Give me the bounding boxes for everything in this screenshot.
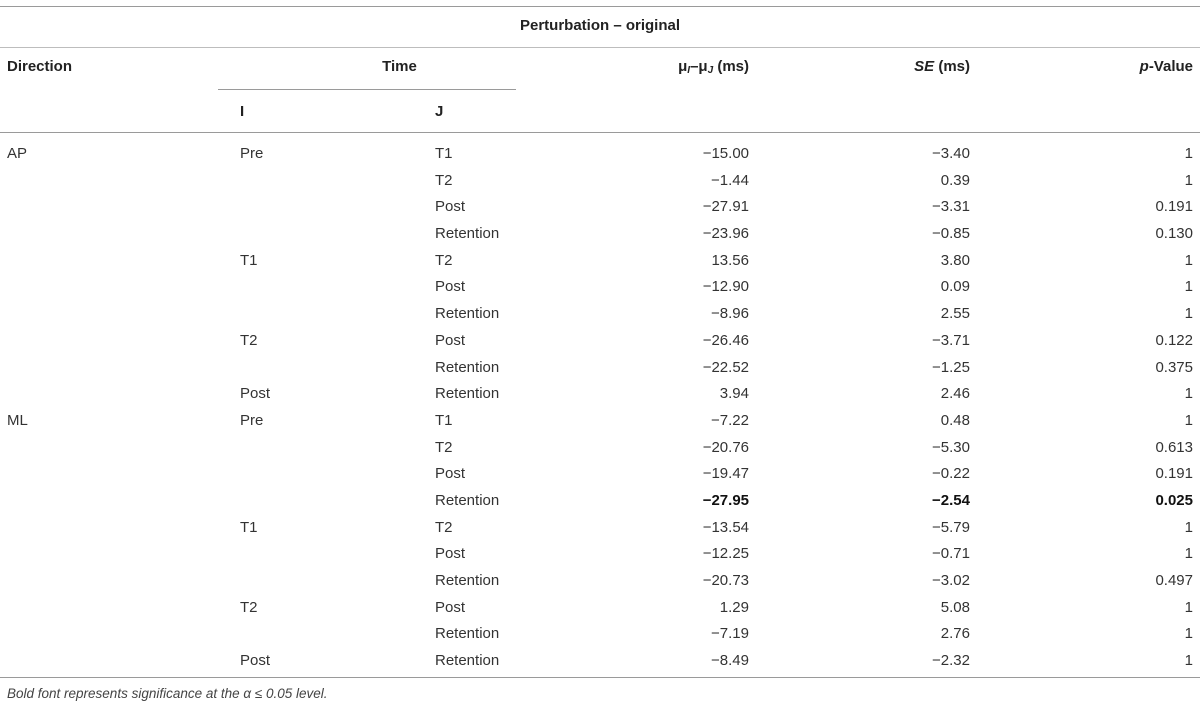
cell-time-i: Post bbox=[240, 385, 271, 403]
cell-time-j: Retention bbox=[435, 491, 500, 509]
table-row bbox=[0, 487, 1200, 514]
table-row bbox=[0, 567, 1200, 594]
cell-mean-difference: −20.76 bbox=[702, 438, 749, 456]
cell-p-value: 1 bbox=[1184, 518, 1193, 536]
column-header-time: Time bbox=[382, 58, 417, 75]
cell-time-j: Post bbox=[435, 331, 466, 349]
cell-se: −3.40 bbox=[932, 145, 970, 162]
cell-time-i: Pre bbox=[240, 145, 264, 162]
cell-time-j: Post bbox=[435, 198, 466, 216]
cell-time-i: T2 bbox=[240, 598, 258, 616]
cell-time-i: T1 bbox=[240, 518, 258, 536]
cell-time-j: T2 bbox=[435, 251, 453, 269]
cell-time-i: T1 bbox=[240, 251, 258, 269]
cell-se: 2.55 bbox=[940, 305, 970, 323]
cell-p-value: 1 bbox=[1184, 278, 1193, 296]
cell-se: −2.32 bbox=[932, 652, 970, 670]
cell-se: 0.39 bbox=[940, 171, 970, 189]
cell-mean-difference: −8.96 bbox=[711, 305, 749, 323]
se-unit: (ms) bbox=[934, 58, 970, 75]
cell-p-value: 1 bbox=[1184, 411, 1193, 429]
cell-p-value: 0.025 bbox=[1155, 491, 1193, 509]
cell-mean-difference: 3.94 bbox=[719, 385, 749, 403]
cell-se: 5.08 bbox=[940, 598, 970, 616]
cell-time-i: T2 bbox=[240, 331, 258, 349]
table-body bbox=[0, 140, 1200, 674]
cell-mean-difference: −23.96 bbox=[702, 225, 749, 243]
table-row bbox=[0, 434, 1200, 461]
table-row bbox=[0, 620, 1200, 647]
column-header-mean-difference bbox=[560, 58, 749, 76]
mu-prefix: μ bbox=[678, 58, 688, 75]
cell-mean-difference: −19.47 bbox=[702, 465, 749, 483]
cell-p-value: 0.191 bbox=[1155, 198, 1193, 216]
column-header-i: I bbox=[240, 103, 245, 120]
cell-p-value: 1 bbox=[1184, 171, 1193, 189]
cell-p-value: 0.191 bbox=[1155, 465, 1193, 483]
cell-se: −3.71 bbox=[932, 331, 970, 349]
table-row bbox=[0, 647, 1200, 674]
table-row bbox=[0, 247, 1200, 274]
cell-time-i: Pre bbox=[240, 411, 264, 429]
mu-dash: –μ bbox=[690, 58, 708, 75]
table-row bbox=[0, 594, 1200, 621]
cell-p-value: 1 bbox=[1184, 251, 1193, 269]
table-row bbox=[0, 407, 1200, 434]
cell-p-value: 1 bbox=[1184, 652, 1193, 670]
cell-mean-difference: 1.29 bbox=[719, 598, 749, 616]
cell-se: −0.71 bbox=[932, 545, 970, 563]
column-header-se bbox=[800, 58, 970, 75]
cell-p-value: 1 bbox=[1184, 145, 1193, 162]
cell-p-value: 0.130 bbox=[1155, 225, 1193, 243]
table-row bbox=[0, 193, 1200, 220]
cell-p-value: 0.122 bbox=[1155, 331, 1193, 349]
table-top-rule bbox=[0, 6, 1200, 7]
cell-se: −5.79 bbox=[932, 518, 970, 536]
cell-time-j: Retention bbox=[435, 305, 500, 323]
table-footnote: Bold font represents significance at the α ≤ 0.05 level. bbox=[7, 686, 328, 701]
column-header-p-value bbox=[1000, 58, 1193, 75]
cell-se: 2.76 bbox=[940, 625, 970, 643]
table-row bbox=[0, 140, 1200, 167]
cell-mean-difference: −15.00 bbox=[702, 145, 749, 162]
cell-mean-difference: −26.46 bbox=[702, 331, 749, 349]
cell-direction: AP bbox=[7, 145, 28, 162]
time-header-rule bbox=[218, 89, 516, 90]
cell-se: −1.25 bbox=[932, 358, 970, 376]
cell-se: −2.54 bbox=[932, 491, 970, 509]
cell-mean-difference: −13.54 bbox=[702, 518, 749, 536]
cell-time-j: Retention bbox=[435, 385, 500, 403]
mu-unit: (ms) bbox=[713, 58, 749, 75]
cell-mean-difference: −22.52 bbox=[702, 358, 749, 376]
cell-se: 3.80 bbox=[940, 251, 970, 269]
table-row bbox=[0, 380, 1200, 407]
cell-time-j: Retention bbox=[435, 572, 500, 589]
cell-se: −3.31 bbox=[932, 198, 970, 216]
cell-time-j: Post bbox=[435, 545, 466, 563]
cell-time-i: Post bbox=[240, 652, 271, 670]
cell-p-value: 0.375 bbox=[1155, 358, 1193, 376]
cell-time-j: T2 bbox=[435, 518, 453, 536]
mu-subscript-j: J bbox=[707, 65, 714, 76]
cell-p-value: 1 bbox=[1184, 625, 1193, 643]
cell-mean-difference: −12.90 bbox=[702, 278, 749, 296]
table-row bbox=[0, 540, 1200, 567]
cell-time-j: Retention bbox=[435, 358, 500, 376]
cell-time-j: Retention bbox=[435, 625, 500, 643]
cell-p-value: 0.613 bbox=[1155, 438, 1193, 456]
cell-se: −0.22 bbox=[932, 465, 970, 483]
cell-se: −3.02 bbox=[932, 572, 970, 589]
cell-p-value: 1 bbox=[1184, 545, 1193, 563]
cell-time-j: Post bbox=[435, 598, 466, 616]
cell-time-j: T2 bbox=[435, 171, 453, 189]
table-bottom-rule bbox=[0, 677, 1200, 678]
cell-p-value: 1 bbox=[1184, 598, 1193, 616]
cell-time-j: Post bbox=[435, 465, 466, 483]
column-header-j: J bbox=[435, 103, 444, 120]
cell-p-value: 1 bbox=[1184, 305, 1193, 323]
group-header-rule bbox=[0, 47, 1200, 48]
table-row bbox=[0, 460, 1200, 487]
cell-mean-difference: 13.56 bbox=[711, 251, 749, 269]
group-header-perturbation: Perturbation – original bbox=[519, 17, 681, 34]
se-label: SE bbox=[914, 58, 935, 75]
table-row bbox=[0, 327, 1200, 354]
column-header-direction: Direction bbox=[7, 58, 73, 75]
table-row bbox=[0, 300, 1200, 327]
table-row bbox=[0, 354, 1200, 381]
cell-mean-difference: −20.73 bbox=[702, 572, 749, 589]
cell-time-j: T1 bbox=[435, 145, 453, 162]
cell-p-value: 1 bbox=[1184, 385, 1193, 403]
cell-mean-difference: −1.44 bbox=[711, 171, 749, 189]
p-label: p bbox=[1139, 58, 1149, 75]
table-row bbox=[0, 273, 1200, 300]
cell-se: 0.09 bbox=[940, 278, 970, 296]
cell-time-j: Retention bbox=[435, 225, 500, 243]
cell-time-j: T1 bbox=[435, 411, 453, 429]
cell-mean-difference: −7.19 bbox=[711, 625, 749, 643]
cell-direction: ML bbox=[7, 411, 28, 429]
table-row bbox=[0, 514, 1200, 541]
cell-time-j: Post bbox=[435, 278, 466, 296]
cell-mean-difference: −27.91 bbox=[702, 198, 749, 216]
cell-p-value: 0.497 bbox=[1155, 572, 1193, 589]
cell-mean-difference: −12.25 bbox=[702, 545, 749, 563]
p-suffix: -Value bbox=[1148, 58, 1193, 75]
cell-se: −0.85 bbox=[932, 225, 970, 243]
cell-se: 2.46 bbox=[940, 385, 970, 403]
cell-se: −5.30 bbox=[932, 438, 970, 456]
cell-mean-difference: −27.95 bbox=[702, 491, 749, 509]
cell-mean-difference: −7.22 bbox=[711, 411, 749, 429]
table-row bbox=[0, 167, 1200, 194]
cell-time-j: T2 bbox=[435, 438, 453, 456]
table-row bbox=[0, 220, 1200, 247]
cell-time-j: Retention bbox=[435, 652, 500, 670]
cell-se: 0.48 bbox=[940, 411, 970, 429]
cell-mean-difference: −8.49 bbox=[711, 652, 749, 670]
mu-subscript-i: I bbox=[687, 65, 691, 76]
header-bottom-rule bbox=[0, 132, 1200, 133]
